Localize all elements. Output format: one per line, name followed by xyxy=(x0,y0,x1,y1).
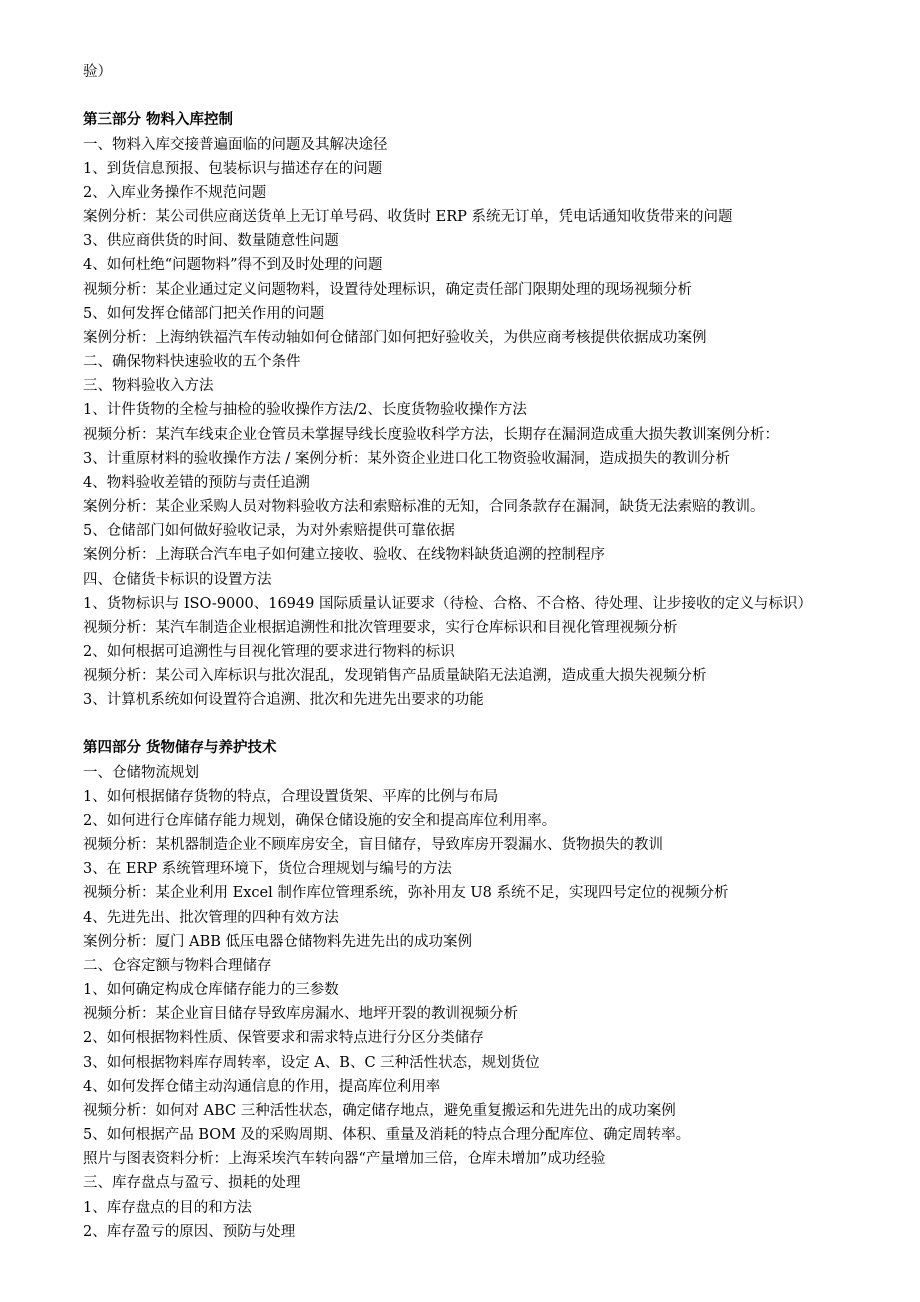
part4-line: 2、库存盈亏的原因、预防与处理 xyxy=(83,1224,296,1240)
part3-line: 3、供应商供货的时间、数量随意性问题 xyxy=(83,233,339,249)
continuation-text: 验） xyxy=(83,64,112,80)
part4-line: 视频分析：如何对 ABC 三种活性状态，确定储存地点，避免重复搬运和先进先出的成功案例 xyxy=(83,1103,676,1119)
part3-line: 四、仓储货卡标识的设置方法 xyxy=(83,572,272,588)
part3-line: 2、如何根据可追溯性与目视化管理的要求进行物料的标识 xyxy=(83,644,455,660)
part3-title: 第三部分 物料入库控制 xyxy=(83,111,234,128)
part4-line: 照片与图表资料分析：上海采埃汽车转向器“产量增加三倍，仓库未增加”成功经验 xyxy=(83,1151,606,1167)
part3-line: 三、物料验收入方法 xyxy=(83,378,214,394)
part4-line: 3、如何根据物料库存周转率，设定 A、B、C 三种活性状态，规划货位 xyxy=(83,1055,540,1071)
part3-line: 3、计重原材料的验收操作方法 / 案例分析：某外资企业进口化工物资验收漏洞，造成损失的教训分析 xyxy=(83,451,730,467)
part4-line: 3、在 ERP 系统管理环境下，货位合理规划与编号的方法 xyxy=(83,861,452,877)
part3-line: 案例分析：某公司供应商送货单上无订单号码、收货时 ERP 系统无订单，凭电话通知收货带来的问题 xyxy=(83,209,733,225)
part3-line: 视频分析：某公司入库标识与批次混乱，发现销售产品质量缺陷无法追溯，造成重大损失视频分析 xyxy=(83,668,707,684)
part3-line: 2、入库业务操作不规范问题 xyxy=(83,185,267,201)
part4-line: 视频分析：某机器制造企业不顾库房安全，盲目储存，导致库房开裂漏水、货物损失的教训 xyxy=(83,837,663,853)
part3-line: 一、物料入库交接普遍面临的问题及其解决途径 xyxy=(83,137,388,153)
part3-line: 1、货物标识与 ISO-9000、16949 国际质量认证要求（待检、合格、不合格、待处理、让步接收的定义与标识） xyxy=(83,596,812,612)
part3-line: 视频分析：某企业通过定义问题物料，设置待处理标识，确定责任部门限期处理的现场视频分析 xyxy=(83,282,692,298)
part3-line: 案例分析：上海联合汽车电子如何建立接收、验收、在线物料缺货追溯的控制程序 xyxy=(83,547,605,563)
part4-line: 5、如何根据产品 BOM 及的采购周期、体积、重量及消耗的特点合理分配库位、确定周转率。 xyxy=(83,1127,691,1143)
part4-line: 视频分析：某企业盲目储存导致库房漏水、地坪开裂的教训视频分析 xyxy=(83,1006,518,1022)
part3-line: 4、如何杜绝“问题物料”得不到及时处理的问题 xyxy=(83,257,383,273)
part3-line: 1、计件货物的全检与抽检的验收操作方法/2、长度货物验收操作方法 xyxy=(83,402,527,418)
part3-line: 4、物料验收差错的预防与责任追溯 xyxy=(83,475,310,491)
part3-line: 案例分析：某企业采购人员对物料验收方法和索赔标准的无知，合同条款存在漏洞，缺货无法索赔的教训。 xyxy=(83,499,765,515)
part3-line: 二、确保物料快速验收的五个条件 xyxy=(83,354,301,370)
part3-line: 5、仓储部门如何做好验收记录，为对外索赔提供可靠依据 xyxy=(83,523,455,539)
part4-line: 案例分析：厦门 ABB 低压电器仓储物料先进先出的成功案例 xyxy=(83,934,472,950)
part3-line: 5、如何发挥仓储部门把关作用的问题 xyxy=(83,306,325,322)
part3-line: 3、计算机系统如何设置符合追溯、批次和先进先出要求的功能 xyxy=(83,692,484,708)
part3-line: 案例分析：上海纳铁福汽车传动轴如何仓储部门如何把好验收关，为供应商考核提供依据成功案例 xyxy=(83,330,707,346)
part4-line: 二、仓容定额与物料合理储存 xyxy=(83,958,272,974)
part3-line: 视频分析：某汽车制造企业根据追溯性和批次管理要求，实行仓库标识和目视化管理视频分析 xyxy=(83,620,678,636)
part3-line: 1、到货信息预报、包装标识与描述存在的问题 xyxy=(83,161,383,177)
part3-line: 视频分析：某汽车线束企业仓管员未掌握导线长度验收科学方法，长期存在漏洞造成重大损失教训案例分析： xyxy=(83,427,779,443)
part4-line: 4、先进先出、批次管理的四种有效方法 xyxy=(83,910,339,926)
part4-line: 2、如何进行仓库储存能力规划，确保仓储设施的安全和提高库位利用率。 xyxy=(83,813,557,829)
part4-line: 一、仓储物流规划 xyxy=(83,765,199,781)
part4-line: 三、库存盘点与盈亏、损耗的处理 xyxy=(83,1175,301,1191)
part4-line: 2、如何根据物料性质、保管要求和需求特点进行分区分类储存 xyxy=(83,1030,484,1046)
part4-line: 1、如何确定构成仓库储存能力的三参数 xyxy=(83,982,339,998)
part4-line: 视频分析：某企业利用 Excel 制作库位管理系统，弥补用友 U8 系统不足，实现四号定位的视频分析 xyxy=(83,885,729,901)
part4-line: 1、如何根据储存货物的特点，合理设置货架、平库的比例与布局 xyxy=(83,789,499,805)
part4-title: 第四部分 货物储存与养护技术 xyxy=(83,739,277,756)
part4-line: 1、库存盘点的目的和方法 xyxy=(83,1200,252,1216)
part4-line: 4、如何发挥仓储主动沟通信息的作用，提高库位利用率 xyxy=(83,1079,441,1095)
